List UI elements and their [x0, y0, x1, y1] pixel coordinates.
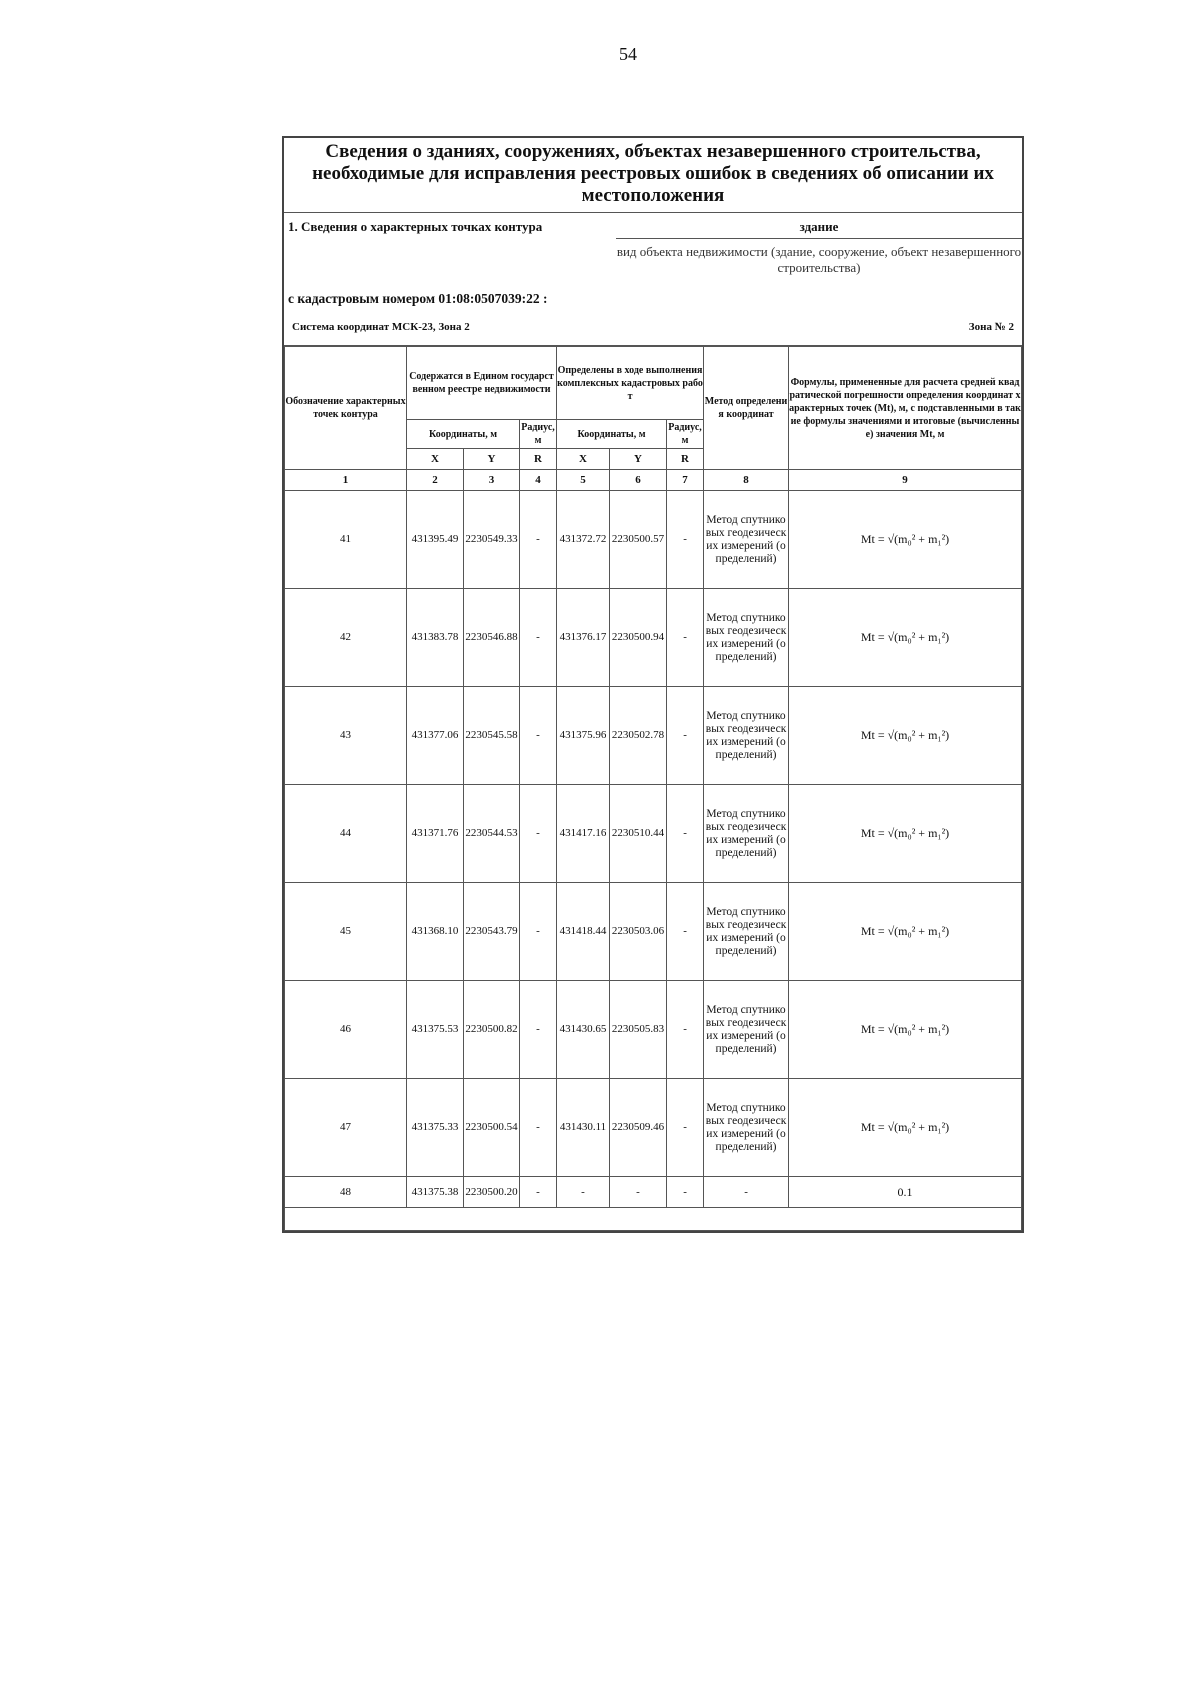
table-row	[285, 491, 1022, 589]
egrn-y: 2230544.53	[464, 785, 520, 883]
cadastral-x: 431375.96	[557, 687, 610, 785]
table-row	[285, 589, 1022, 687]
method-cell: Метод спутниковых геодезических измерений (определений)	[704, 687, 789, 785]
formula-cell: 0.1	[789, 1177, 1022, 1208]
table-empty-row	[285, 1208, 1022, 1231]
header-coords-egrn: Координаты, м	[407, 420, 520, 449]
header-method: Метод определения координат	[704, 347, 789, 470]
egrn-r: -	[520, 1079, 557, 1177]
header-y: Y	[464, 449, 520, 470]
egrn-x: 431375.53	[407, 981, 464, 1079]
table-row	[285, 981, 1022, 1079]
method-cell: Метод спутниковых геодезических измерений (определений)	[704, 491, 789, 589]
egrn-y: 2230500.54	[464, 1079, 520, 1177]
cadastral-r: -	[667, 1079, 704, 1177]
points-table	[284, 346, 1022, 1231]
cadastral-r: -	[667, 785, 704, 883]
egrn-x: 431371.76	[407, 785, 464, 883]
formula-cell: Mt = √(m₀² + m₁²)	[789, 981, 1022, 1079]
formula-cell: Mt = √(m₀² + m₁²)	[789, 687, 1022, 785]
cadastral-x: 431376.17	[557, 589, 610, 687]
egrn-r: -	[520, 589, 557, 687]
egrn-x: 431383.78	[407, 589, 464, 687]
cadastral-r: -	[667, 491, 704, 589]
document-frame	[282, 136, 1024, 1233]
egrn-x: 431395.49	[407, 491, 464, 589]
column-number: 6	[610, 470, 667, 491]
point-id: 45	[285, 883, 407, 981]
cadastral-y: 2230500.94	[610, 589, 667, 687]
column-number: 9	[789, 470, 1022, 491]
point-id: 47	[285, 1079, 407, 1177]
formula-cell: Mt = √(m₀² + m₁²)	[789, 491, 1022, 589]
method-cell: Метод спутниковых геодезических измерений (определений)	[704, 981, 789, 1079]
egrn-x: 431368.10	[407, 883, 464, 981]
cadastral-y: -	[610, 1177, 667, 1208]
cadastral-x: 431418.44	[557, 883, 610, 981]
cadastral-y: 2230505.83	[610, 981, 667, 1079]
column-number: 1	[285, 470, 407, 491]
table-row	[285, 1079, 1022, 1177]
point-id: 46	[285, 981, 407, 1079]
header-coords-cadastral: Координаты, м	[557, 420, 667, 449]
header-x: X	[557, 449, 610, 470]
column-number: 8	[704, 470, 789, 491]
formula-cell: Mt = √(m₀² + m₁²)	[789, 589, 1022, 687]
cadastral-x: 431430.65	[557, 981, 610, 1079]
column-number: 7	[667, 470, 704, 491]
coordinate-system-label: Система координат МСК-23, Зона 2	[292, 321, 470, 333]
point-id: 41	[285, 491, 407, 589]
egrn-x: 431377.06	[407, 687, 464, 785]
cadastral-x: 431417.16	[557, 785, 610, 883]
egrn-y: 2230546.88	[464, 589, 520, 687]
egrn-r: -	[520, 785, 557, 883]
column-number: 5	[557, 470, 610, 491]
column-number-row	[285, 470, 1022, 491]
document-title: Сведения о зданиях, сооружениях, объектах незавершенного строительства, необходимые для исправления реестровых ошибок в сведениях об описании их местоположения	[284, 138, 1022, 213]
egrn-y: 2230549.33	[464, 491, 520, 589]
table-row	[285, 687, 1022, 785]
empty-cell	[285, 1208, 1022, 1231]
egrn-x: 431375.33	[407, 1079, 464, 1177]
zone-label: Зона № 2	[968, 321, 1014, 333]
egrn-r: -	[520, 981, 557, 1079]
formula-cell: Mt = √(m₀² + m₁²)	[789, 785, 1022, 883]
egrn-r: -	[520, 1177, 557, 1208]
egrn-r: -	[520, 687, 557, 785]
header-radius-egrn: Радиус, м	[520, 420, 557, 449]
method-cell: Метод спутниковых геодезических измерений (определений)	[704, 785, 789, 883]
header-r: R	[520, 449, 557, 470]
page-number: 54	[619, 44, 637, 64]
header-radius-cadastral: Радиус, м	[667, 420, 704, 449]
cadastral-x: -	[557, 1177, 610, 1208]
cadastral-number-label: с кадастровым номером 01:08:0507039:22 :	[288, 291, 548, 306]
egrn-y: 2230545.58	[464, 687, 520, 785]
header-x: X	[407, 449, 464, 470]
header-formulas: Формулы, примененные для расчета средней квадратической погрешности определения координат характерных точек (Mt), м, с подставленными в такие формулы значениями и итоговые (вычисленные) значения Mt, м	[789, 347, 1022, 470]
column-number: 4	[520, 470, 557, 491]
point-id: 42	[285, 589, 407, 687]
cadastral-y: 2230500.57	[610, 491, 667, 589]
cadastral-x: 431372.72	[557, 491, 610, 589]
object-type-value: здание	[616, 219, 1022, 239]
point-id: 43	[285, 687, 407, 785]
table-row	[285, 785, 1022, 883]
cadastral-r: -	[667, 883, 704, 981]
object-type-hint: вид объекта недвижимости (здание, сооружение, объект незавершенного строительства)	[616, 244, 1022, 275]
header-point-designation: Обозначение характерных точек контура	[285, 347, 407, 470]
egrn-y: 2230543.79	[464, 883, 520, 981]
egrn-x: 431375.38	[407, 1177, 464, 1208]
cadastral-x: 431430.11	[557, 1079, 610, 1177]
cadastral-y: 2230503.06	[610, 883, 667, 981]
formula-cell: Mt = √(m₀² + m₁²)	[789, 1079, 1022, 1177]
method-cell: Метод спутниковых геодезических измерений (определений)	[704, 883, 789, 981]
cadastral-r: -	[667, 1177, 704, 1208]
method-cell: Метод спутниковых геодезических измерений (определений)	[704, 1079, 789, 1177]
method-cell: Метод спутниковых геодезических измерений (определений)	[704, 589, 789, 687]
header-y: Y	[610, 449, 667, 470]
section-header	[284, 213, 1022, 346]
cadastral-r: -	[667, 981, 704, 1079]
point-id: 48	[285, 1177, 407, 1208]
cadastral-y: 2230502.78	[610, 687, 667, 785]
formula-cell: Mt = √(m₀² + m₁²)	[789, 883, 1022, 981]
cadastral-y: 2230510.44	[610, 785, 667, 883]
column-number: 3	[464, 470, 520, 491]
cadastral-r: -	[667, 687, 704, 785]
table-row-last	[285, 1177, 1022, 1208]
egrn-r: -	[520, 883, 557, 981]
egrn-r: -	[520, 491, 557, 589]
point-id: 44	[285, 785, 407, 883]
section-heading: 1. Сведения о характерных точках контура	[288, 219, 543, 234]
header-cadastral-group: Определены в ходе выполнения комплексных кадастровых работ	[557, 347, 704, 420]
header-egrn-group: Содержатся в Едином государственном реестре недвижимости	[407, 347, 557, 420]
cadastral-y: 2230509.46	[610, 1079, 667, 1177]
table-row	[285, 883, 1022, 981]
column-number: 2	[407, 470, 464, 491]
egrn-y: 2230500.20	[464, 1177, 520, 1208]
cadastral-r: -	[667, 589, 704, 687]
egrn-y: 2230500.82	[464, 981, 520, 1079]
method-cell: -	[704, 1177, 789, 1208]
header-r: R	[667, 449, 704, 470]
